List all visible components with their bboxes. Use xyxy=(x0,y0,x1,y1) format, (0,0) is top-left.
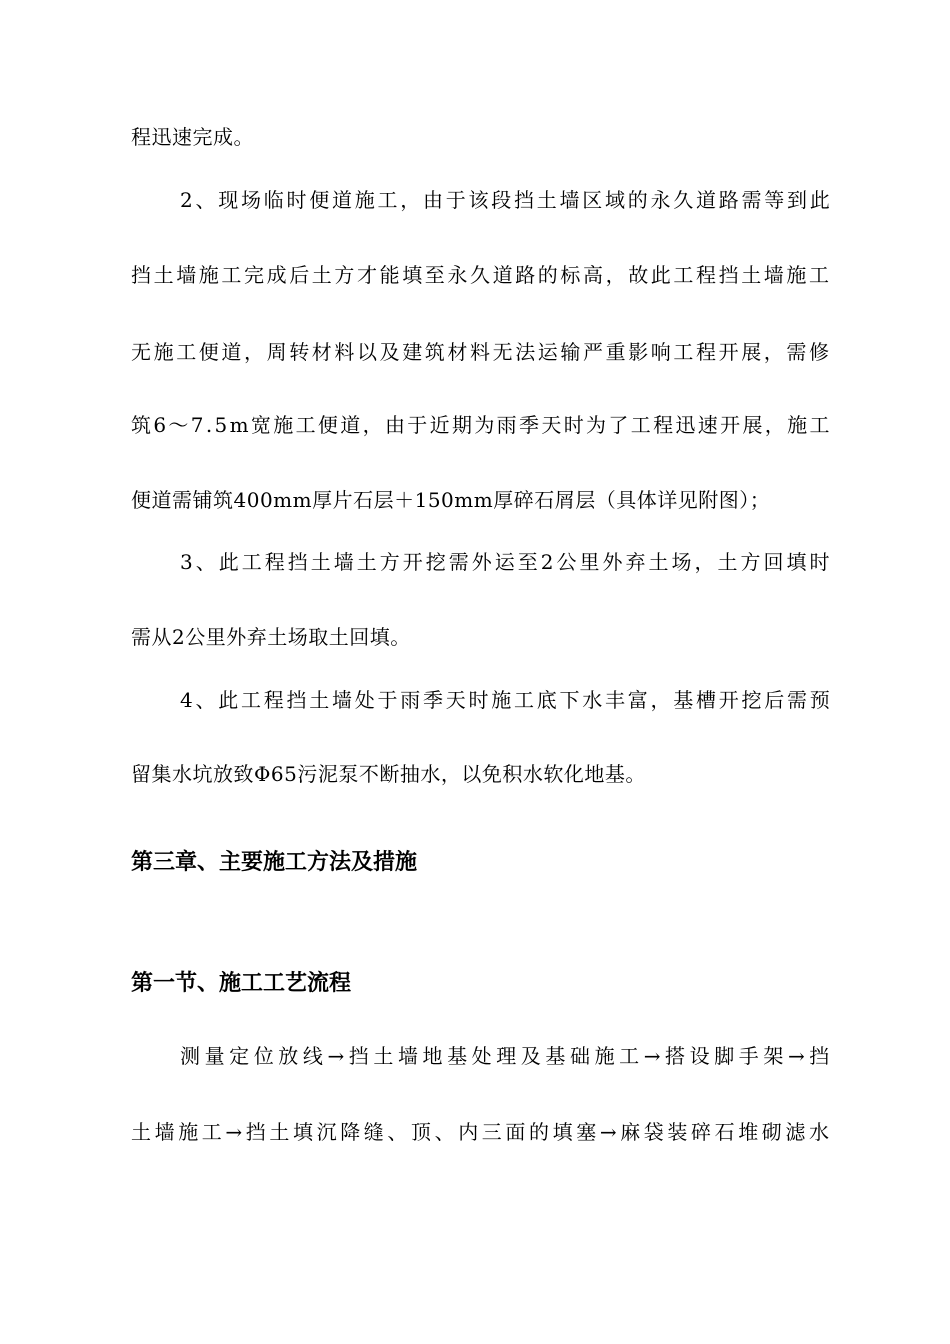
item-2-line-5: 便道需铺筑400mm厚片石层＋150mm厚碎石屑层（具体详见附图）； xyxy=(131,488,771,512)
item-2-line-2: 挡土墙施工完成后土方才能填至永久道路的标高，故此工程挡土墙施工 xyxy=(131,263,832,287)
item-3-line-1: 3、此工程挡土墙土方开挖需外运至2公里外弃土场，土方回填时 xyxy=(180,550,833,574)
flow-line-2: 土墙施工→挡土填沉降缝、顶、内三面的填塞→麻袋装碎石堆砌滤水 xyxy=(131,1120,833,1144)
item-2-line-4: 筑6～7.5m宽施工便道，由于近期为雨季天时为了工程迅速开展，施工 xyxy=(131,413,832,437)
item-2-line-3: 无施工便道，周转材料以及建筑材料无法运输严重影响工程开展，需修 xyxy=(131,340,832,364)
item-4-line-1: 4、此工程挡土墙处于雨季天时施工底下水丰富，基槽开挖后需预 xyxy=(180,688,833,712)
chapter-heading: 第三章、主要施工方法及措施 xyxy=(131,850,418,875)
item-4-line-2: 留集水坑放致Φ65污泥泵不断抽水，以免积水软化地基。 xyxy=(131,762,646,786)
section-heading: 第一节、施工工艺流程 xyxy=(131,971,352,996)
item-3-line-2: 需从2公里外弃土场取土回填。 xyxy=(131,625,411,649)
item-2-line-1: 2、现场临时便道施工，由于该段挡土墙区域的永久道路需等到此 xyxy=(180,188,833,212)
paragraph-continuation-line: 程迅速完成。 xyxy=(131,125,254,149)
flow-line-1: 测量定位放线→挡土墙地基处理及基础施工→搭设脚手架→挡 xyxy=(180,1044,834,1068)
